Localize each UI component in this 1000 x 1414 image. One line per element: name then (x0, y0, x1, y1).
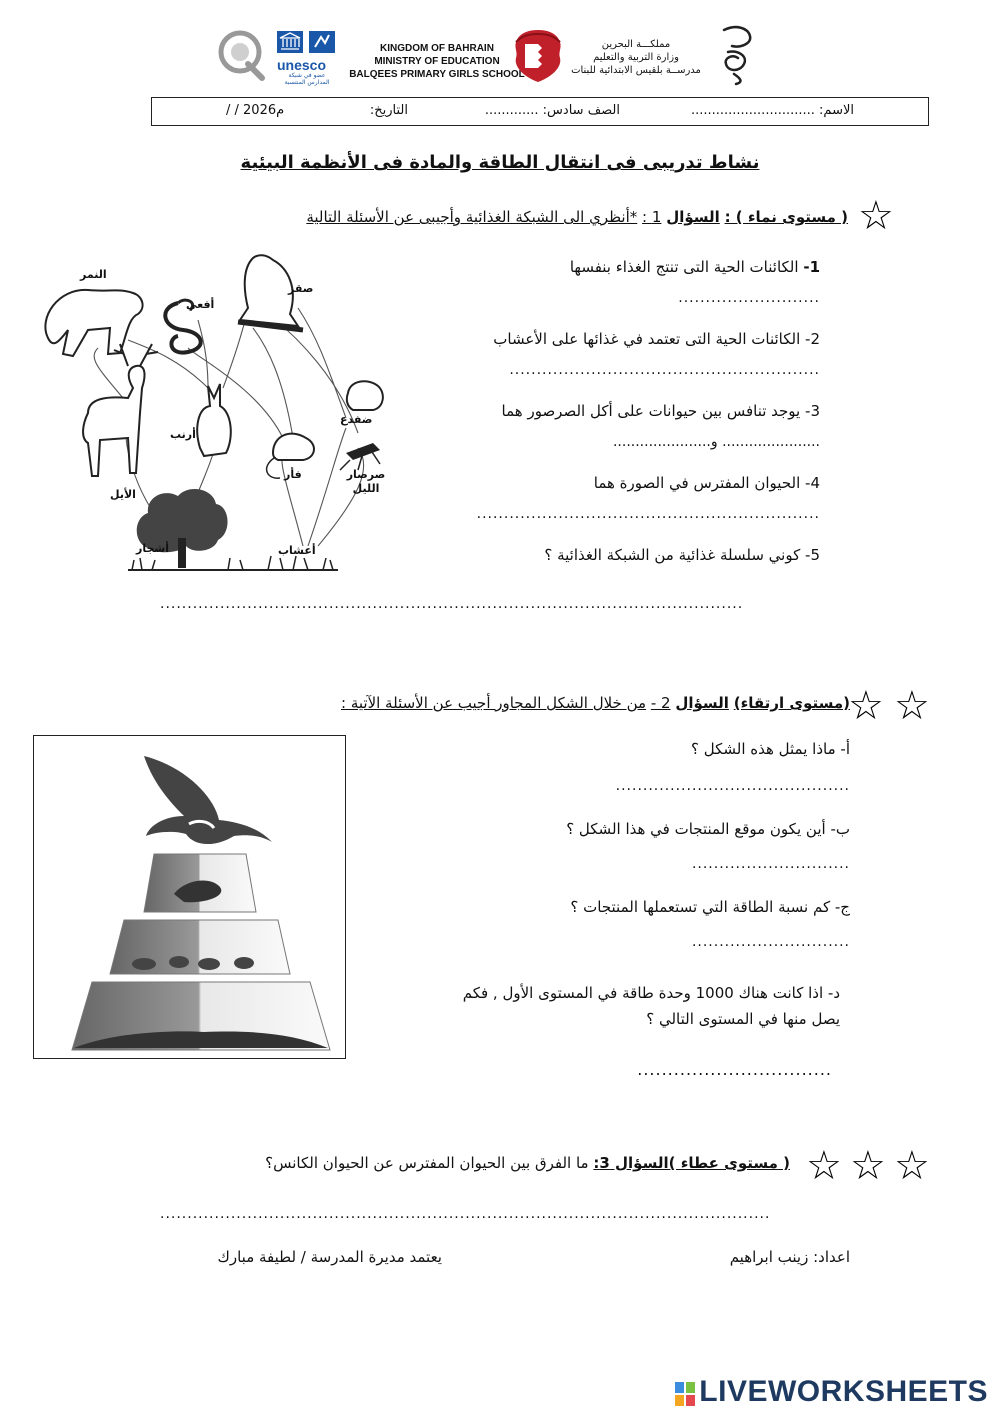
q1-answer-3[interactable]: ...................... و...................... (612, 434, 820, 450)
label-deer: الأيل (110, 488, 136, 501)
q2-answer-b[interactable]: ............................. (691, 856, 850, 872)
label-trees: أشجار (136, 542, 169, 555)
liveworksheets-logo (675, 1374, 988, 1409)
ministry-line-ar: وزارة التربية والتعليم (593, 52, 679, 63)
star-icon: ☆ (848, 683, 884, 729)
q1-header (306, 208, 848, 226)
q1-level: ( مستوى نماء ) : (724, 208, 848, 226)
q2-header (341, 694, 850, 712)
unesco-label: unesco (277, 57, 327, 73)
q3-text: ما الفرق بين الحيوان المفترس عن الحيوان الكانس؟ (265, 1154, 589, 1172)
kingdom-line: KINGDOM OF BAHRAIN (380, 43, 494, 54)
q1-item-4: 4- الحيوان المفترس في الصورة هما (593, 474, 820, 492)
label-snake: أفعي (186, 298, 215, 311)
star-icon: ☆ (894, 1143, 930, 1189)
q1-item-5: 5- كوني سلسلة غذائية من الشبكة الغذائية ؟ (544, 546, 820, 564)
q1-answer-4[interactable]: ............................................................... (476, 506, 820, 522)
q2-item-a: أ- ماذا يمثل هذه الشكل ؟ (691, 740, 850, 758)
q3-header (265, 1154, 790, 1172)
q2-item-d: د- اذا كانت هناك 1000 وحدة طاقة في المستوى الأول , فكم يصل منها في المستوى التالي ؟ (462, 984, 840, 1028)
label-frog: ضفدع (340, 413, 373, 426)
date-field[interactable]: / / 2026م (226, 103, 285, 118)
q3-label: السؤال 3: (593, 1154, 669, 1172)
q2-label: السؤال (675, 694, 729, 712)
grade-field[interactable]: الصف سادس: ............. (484, 103, 620, 118)
energy-pyramid-figure (33, 735, 346, 1059)
kingdom-line-ar: مملكـــة البحرين (601, 39, 671, 50)
q2-instruction: من خلال الشكل المجاور أجيب عن الأسئلة الآتية : (341, 694, 647, 712)
q1-answer-1[interactable]: .......................... (678, 290, 820, 306)
food-web-diagram (28, 248, 398, 578)
liveworksheets-text: LIVEWORKSHEETS (699, 1375, 988, 1409)
q2-number: 2 - (650, 694, 671, 712)
approved-by: يعتمد مديرة المدرسة / لطيفة مبارك (217, 1248, 442, 1266)
label-mouse: فأر (284, 468, 302, 481)
name-field[interactable]: الاسم: .............................. (690, 103, 854, 118)
star-icon: ☆ (858, 193, 894, 239)
q1-answer-2[interactable]: ......................................................... (509, 362, 820, 378)
label-cricket: صرصار الليل (346, 468, 386, 495)
unesco-logo (273, 29, 341, 84)
label-rabbit: أرنب (170, 428, 196, 441)
school-line: BALQEES PRIMARY GIRLS SCHOOL (349, 69, 525, 80)
label-hawk: صقر (288, 282, 314, 295)
q1-label: السؤال (666, 208, 720, 226)
date-label: التاريخ: (369, 103, 408, 118)
prepared-by: اعداد: زينب ابراهيم (729, 1248, 850, 1266)
quality-logo (218, 26, 266, 82)
label-tiger: النمر (80, 268, 107, 281)
student-info-box (151, 97, 929, 126)
label-grass: أعشاب (278, 544, 316, 557)
q2-item-c: ج- كم نسبة الطاقة التي تستعملها المنتجات ؟ (570, 898, 850, 916)
school-name-english (342, 42, 532, 81)
school-calligraphy-logo (714, 22, 758, 86)
school-line-ar: مدرســة بلقيس الابتدائية للبنات (571, 65, 701, 76)
q1-item-3: 3- يوجد تنافس بين حيوانات على أكل الصرصور هما (501, 402, 820, 420)
q1-instruction: *أنظري الى الشبكة الغذائية وأجيبى عن الأسئلة التالية (306, 208, 638, 226)
q2-answer-a[interactable]: ........................................... (615, 778, 850, 794)
q3-answer[interactable]: ................................................................................................................ (160, 1206, 771, 1222)
q2-item-b: ب- أين يكون موقع المنتجات في هذا الشكل ؟ (566, 820, 850, 838)
q1-item-1: 1- الكائنات الحية التى تنتج الغذاء بنفسها (569, 258, 820, 276)
star-icon: ☆ (806, 1143, 842, 1189)
q3-level: ( مستوى عطاء ) (668, 1154, 790, 1172)
unesco-sub: عضو في شبكة المدارس المنتسبة (284, 72, 330, 86)
q1-item-2: 2- الكائنات الحية التى تعتمد في غذائها على الأعشاب (493, 330, 820, 348)
ministry-line: MINISTRY OF EDUCATION (374, 56, 500, 67)
school-name-arabic (566, 38, 706, 77)
liveworksheets-mark-icon (675, 1380, 695, 1404)
q2-level: (مستوى ارتقاء) (733, 694, 850, 712)
q2-answer-c[interactable]: ............................. (691, 934, 850, 950)
q2-answer-d[interactable]: ................................ (637, 1060, 832, 1079)
q1-number: 1 : (642, 208, 662, 226)
bahrain-emblem-icon (512, 26, 564, 86)
worksheet-title: نشاط تدريبى فى انتقال الطاقة والمادة فى الأنظمة البيئية (240, 152, 760, 173)
q1-answer-5[interactable]: ........................................................................................................... (160, 596, 744, 612)
star-icon: ☆ (850, 1143, 886, 1189)
star-icon: ☆ (894, 683, 930, 729)
